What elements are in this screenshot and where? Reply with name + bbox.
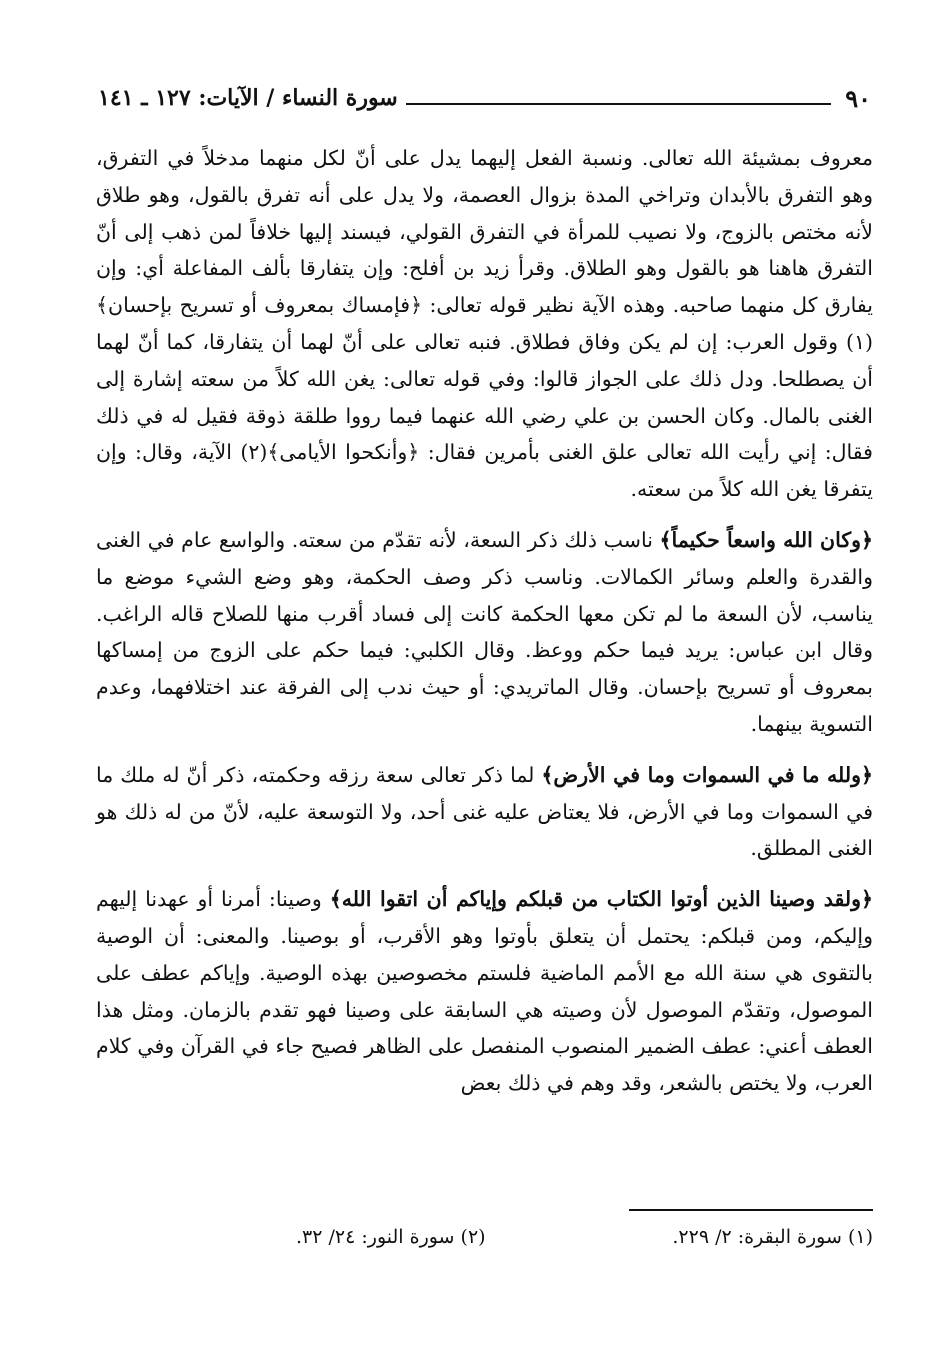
verse-quote: ﴿ولله ما في السموات وما في الأرض﴾	[541, 762, 873, 787]
page-number: ٩٠	[845, 83, 871, 113]
main-text	[96, 140, 873, 1102]
paragraph-3	[96, 757, 873, 867]
paragraph-2	[96, 522, 873, 743]
header-rule	[406, 103, 831, 105]
footnote-2: (٢) سورة النور: ٢٤/ ٣٢.	[296, 1226, 486, 1248]
footnote-separator	[629, 1209, 873, 1211]
paragraph-text: وصينا: أمرنا أو عهدنا إليهم وإليكم، ومن قبلكم: يحتمل أن يتعلق بأوتوا وهو الأقرب، أو بوصينا. والمعنى: أن الوصية بالتقوى هي سنة الله مع الأمم الماضية فلستم مخصوصين بهذه الوصية. وإياكم عطف على الموصول، وتقدّم الموصول لأن وصيته هي السابقة على وصينا فهو تقدم بالزمان. ومثل هذا العطف أعني: عطف الضمير المنصوب المنفصل على الظاهر فصيح جاء في القرآن وفي كلام العرب، ولا يختص بالشعر، وقد وهم في ذلك بعض	[96, 887, 873, 1096]
paragraph-text: لما ذكر تعالى سعة رزقه وحكمته، ذكر أنّ له ملك ما في السموات وما في الأرض، فلا يعتاض عليه غنى أحد، ولا التوسعة عليه، لأنّ من له ذلك هو الغنى المطلق.	[96, 762, 873, 861]
running-title: سورة النساء / الآيات: ١٢٧ ـ ١٤١	[98, 85, 398, 111]
paragraph-4	[96, 881, 873, 1102]
footnote-1: (١) سورة البقرة: ٢/ ٢٢٩.	[672, 1226, 873, 1248]
page-header	[98, 78, 871, 118]
paragraph-1: معروف بمشيئة الله تعالى. ونسبة الفعل إليهما يدل على أنّ لكل منهما مدخلاً في التفرق، وهو التفرق بالأبدان وتراخي المدة بزوال العصمة، ولا يدل على أنه تفرق بالقول، وهو طلاق لأنه مختص بالزوج، ولا نصيب للمرأة في التفرق القولي، فيسند إليها خلافاً لمن ذهب إلى أنّ التفرق هاهنا هو بالقول وهو الطلاق. وقرأ زيد بن أفلح: وإن يتفارقا بألف المفاعلة أي: وإن يفارق كل منهما صاحبه. وهذه الآية نظير قوله تعالى: ﴿فإمساك بمعروف أو تسريح بإحسان﴾(١) وقول العرب: إن لم يكن وفاق فطلاق. فنبه تعالى على أنّ لهما أن يتفارقا، كما أنّ لهما أن يصطلحا. ودل ذلك على الجواز قالوا: وفي قوله تعالى: يغن الله كلاً من سعته إشارة إلى الغنى بالمال. وكان الحسن بن علي رضي الله عنهما فيما رووا طلقة ذوقة فقيل له في ذلك فقال: إني رأيت الله تعالى علق الغنى بأمرين فقال: ﴿وأنكحوا الأيامى﴾(٢) الآية، وقال: وإن يتفرقا يغن الله كلاً من سعته.	[96, 146, 873, 502]
verse-quote: ﴿ولقد وصينا الذين أوتوا الكتاب من قبلكم وإياكم أن اتقوا الله﴾	[329, 887, 873, 912]
footnotes	[96, 1226, 873, 1266]
paragraph-text: ناسب ذلك ذكر السعة، لأنه تقدّم من سعته. والواسع عام في الغنى والقدرة والعلم وسائر الكمالات. وناسب ذكر وصف الحكمة، وهو وضع الشيء موضع ما يناسب، لأن السعة ما لم تكن معها الحكمة كانت إلى فساد أقرب منها للصلاح قاله الراغب. وقال ابن عباس: يريد فيما حكم ووعظ. وقال الكلبي: فيما حكم على الزوج من إمساكها بمعروف أو تسريح بإحسان. وقال الماتريدي: أو حيث ندب إلى الفرقة عند اختلافهما، وعدم التسوية بينهما.	[96, 527, 873, 736]
verse-quote: ﴿وكان الله واسعاً حكيماً﴾	[659, 527, 873, 552]
